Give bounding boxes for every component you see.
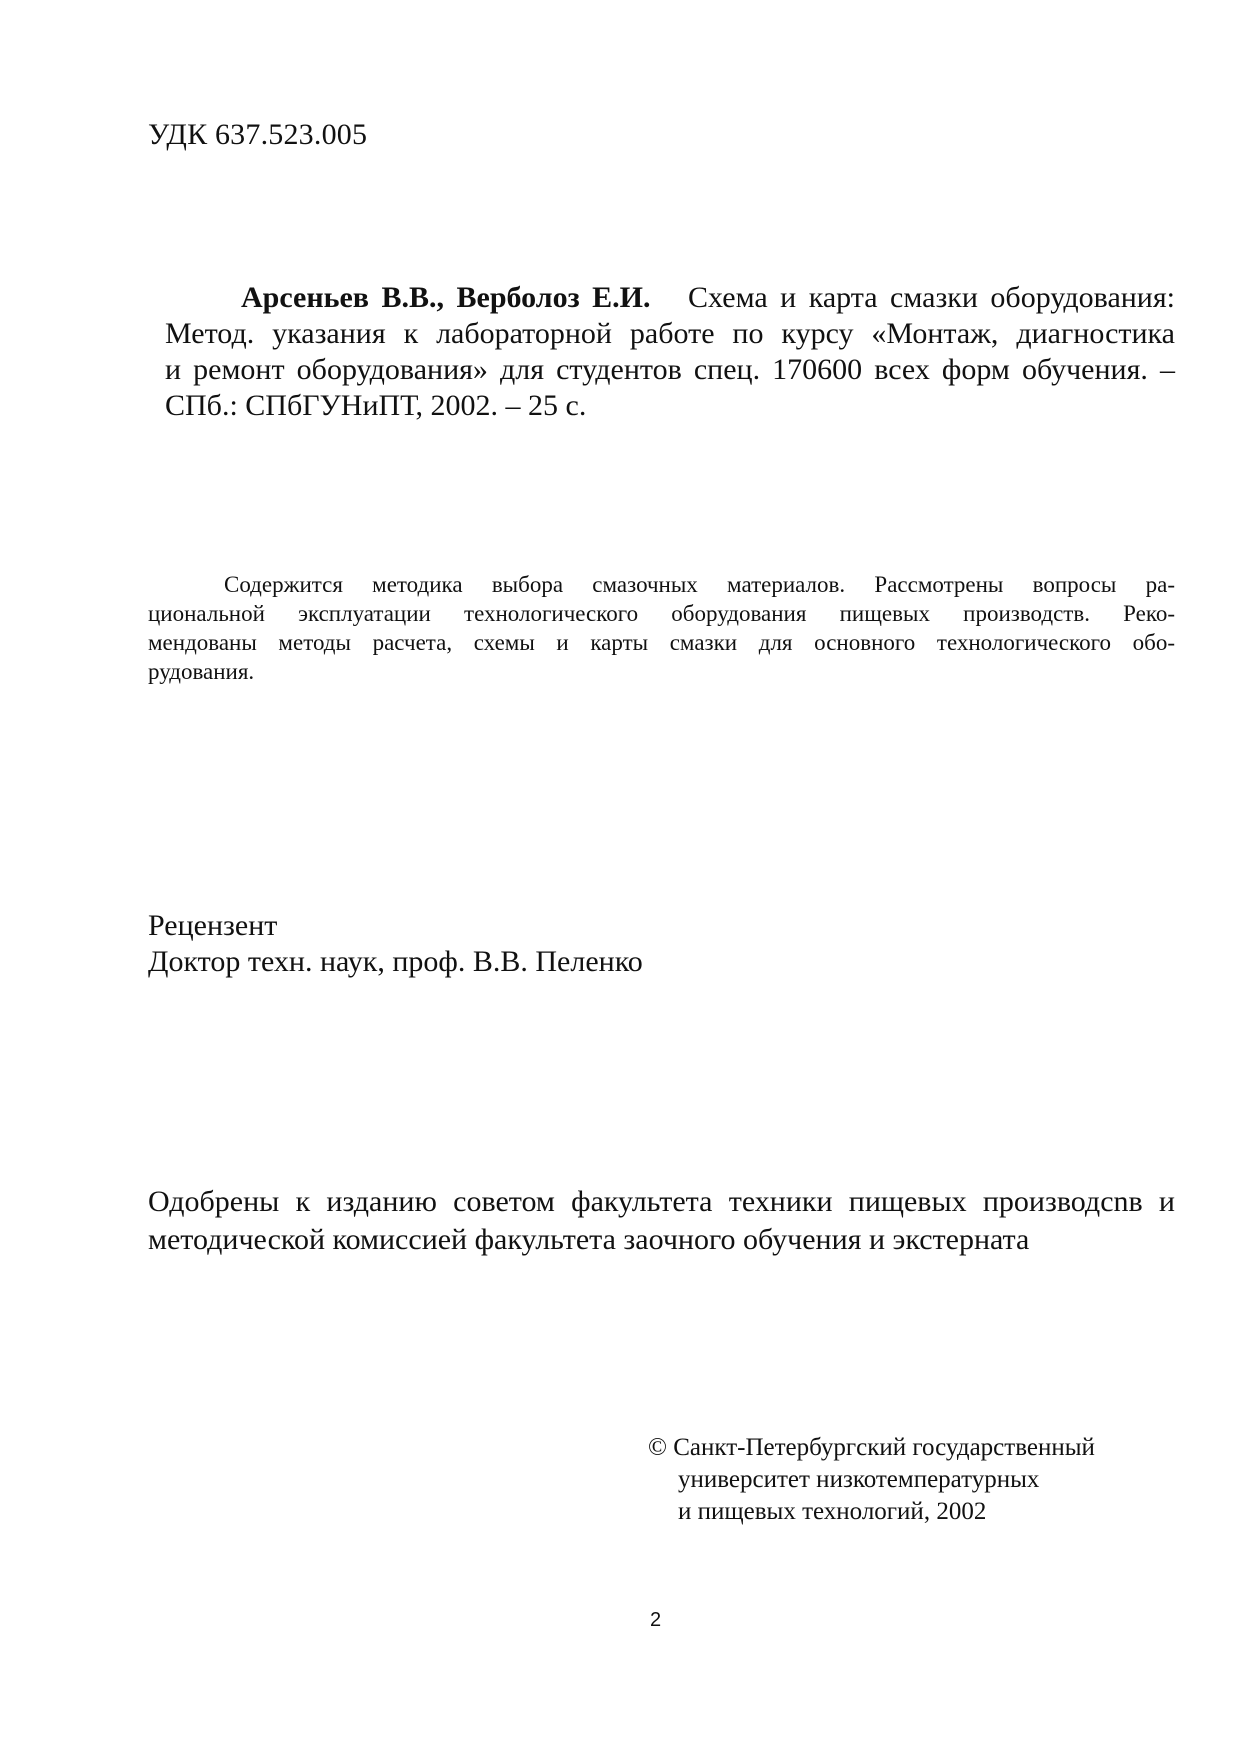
bibliographic-record [165,280,1175,424]
annotation-line-4: рудования. [148,659,255,684]
page-number: 2 [650,1609,662,1631]
biblio-line-2: Метод. указания к лабораторной работе по курсу «Монтаж, диагностика [165,317,1175,350]
reviewer-name: Доктор техн. наук, проф. В.В. Пеленко [148,945,643,978]
reviewer-block [148,908,643,980]
annotation-line-3: мендованы методы расчета, схемы и карты смазки для основного технологического обо- [148,630,1175,655]
udk-code: УДК 637.523.005 [148,118,368,151]
annotation-line-1: Содержится методика выбора смазочных материалов. Рассмотрены вопросы ра- [224,572,1175,597]
biblio-line-1 [165,280,1175,316]
biblio-line-4: СПб.: СПбГУНиПТ, 2002. – 25 с. [165,389,587,422]
approval-line-1: Одобрены к изданию советом факультета техники пищевых производcnв и [148,1185,1175,1218]
copyright-line-2: университет низкотемпературных [678,1466,1040,1493]
copyright-line-1: © Санкт-Петербургский государственный [648,1434,1095,1461]
title: Схема и карта смазки оборудования: [687,281,1175,314]
approval-line-2: методической комиссией факультета заочного обучения и экстерната [148,1223,1030,1256]
approval-note [148,1183,1175,1259]
authors: Арсеньев В.В., Верболоз Е.И. [241,281,651,314]
copyright-line-3: и пищевых технологий, 2002 [678,1498,987,1525]
annotation-line-2: циональной эксплуатации технологического оборудования пищевых производств. Реко- [148,601,1175,626]
biblio-line-3: и ремонт оборудования» для студентов спец. 170600 всех форм обучения. – [165,353,1175,386]
reviewer-label: Рецензент [148,909,278,942]
annotation [148,570,1175,686]
copyright-notice [648,1432,1095,1528]
